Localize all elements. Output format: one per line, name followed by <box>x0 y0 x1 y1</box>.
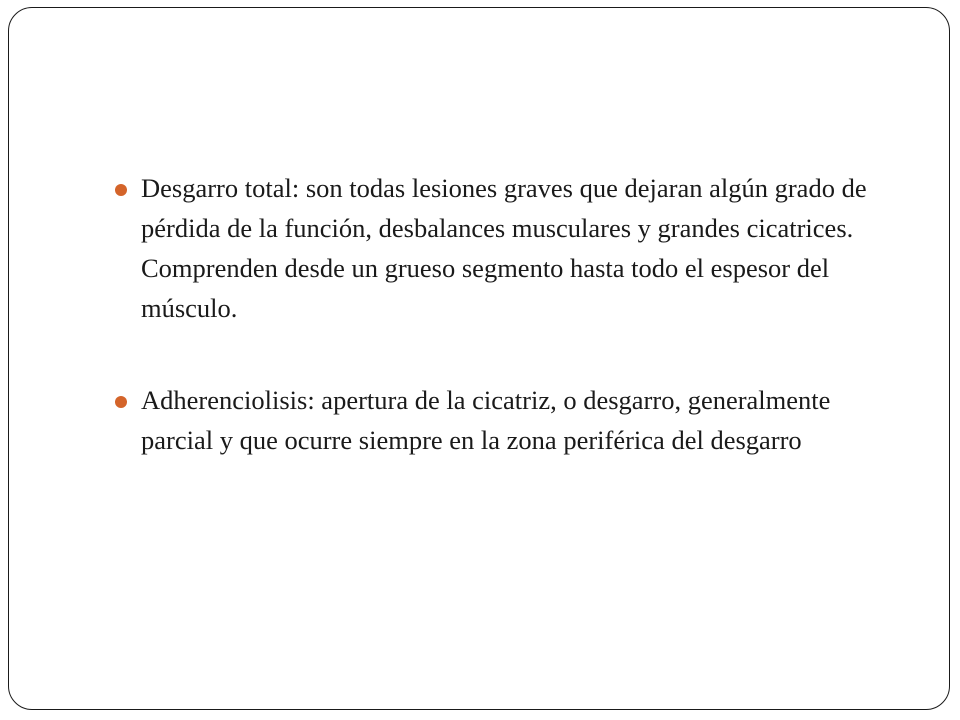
bullet-text: Adherenciolisis: apertura de la cicatriz, o desgarro, generalmente parcial y que ocurre siempre en la zona periférica del desgarro <box>141 385 831 455</box>
bullet-item <box>109 380 889 460</box>
bullet-dot-icon <box>115 184 127 196</box>
bullet-list <box>109 168 889 460</box>
slide-frame <box>8 7 950 710</box>
bullet-text: Desgarro total: son todas lesiones graves que dejaran algún grado de pérdida de la función, desbalances musculares y grandes cicatrices. Comprenden desde un grueso segmento hasta todo el espesor del músculo. <box>141 173 867 323</box>
bullet-dot-icon <box>115 396 127 408</box>
bullet-item <box>109 168 889 328</box>
